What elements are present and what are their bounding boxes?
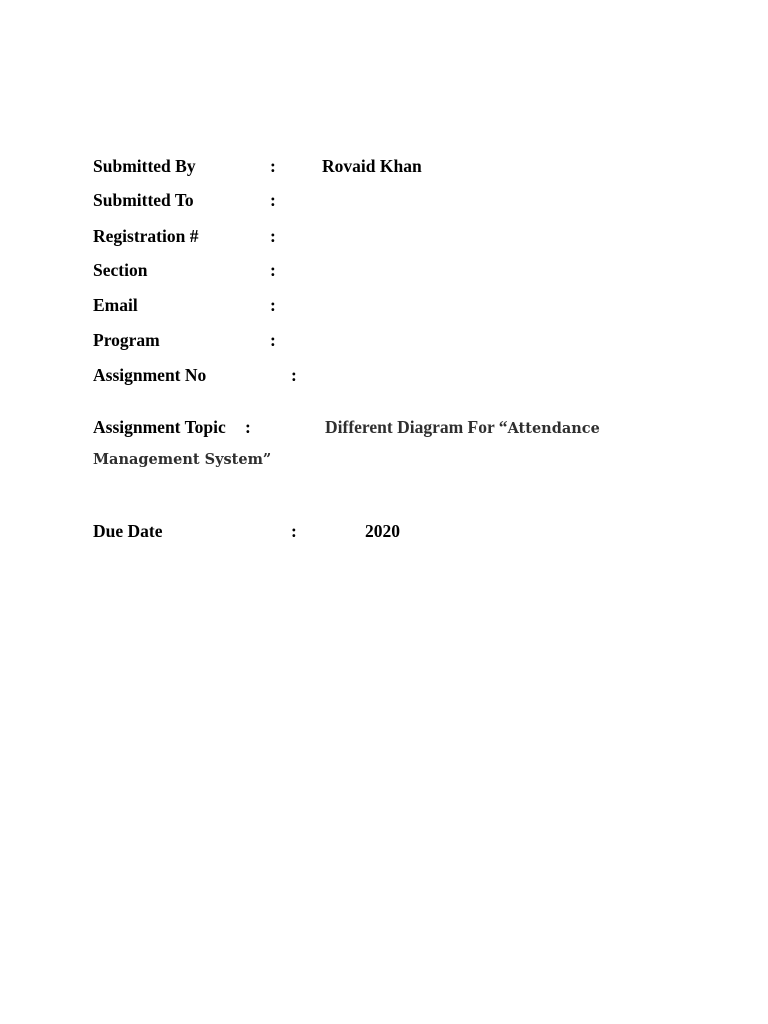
assignment-no-label: Assignment No [93,365,207,385]
assignment-topic-value-part2: Attendance [507,420,600,437]
due-date-value: 2020 [365,521,400,541]
registration-colon: : [270,226,276,246]
section-row [0,258,768,282]
due-date-colon: : [291,521,297,541]
submitted-by-colon: : [270,156,276,176]
assignment-topic-colon: : [245,417,251,437]
section-colon: : [270,260,276,280]
due-date-label: Due Date [93,521,163,541]
registration-label: Registration # [93,226,199,246]
due-date-row [0,519,768,543]
assignment-topic-value-line2: Management System” [93,451,272,468]
submitted-by-row [0,154,768,178]
submitted-by-value: Rovaid Khan [322,156,422,176]
assignment-no-colon: : [291,365,297,385]
assignment-topic-value [325,415,600,441]
email-label: Email [93,295,138,315]
program-label: Program [93,330,160,350]
assignment-topic-row [0,415,768,439]
registration-row [0,224,768,248]
assignment-topic-label: Assignment Topic [93,417,226,437]
program-row [0,328,768,352]
program-colon: : [270,330,276,350]
email-row [0,293,768,317]
section-label: Section [93,260,148,280]
assignment-no-row [0,363,768,387]
submitted-to-colon: : [270,190,276,210]
submitted-by-label: Submitted By [93,156,196,176]
assignment-topic-value-part1: Different Diagram For “ [325,417,508,437]
email-colon: : [270,295,276,315]
submitted-to-label: Submitted To [93,190,194,210]
submitted-to-row [0,188,768,212]
